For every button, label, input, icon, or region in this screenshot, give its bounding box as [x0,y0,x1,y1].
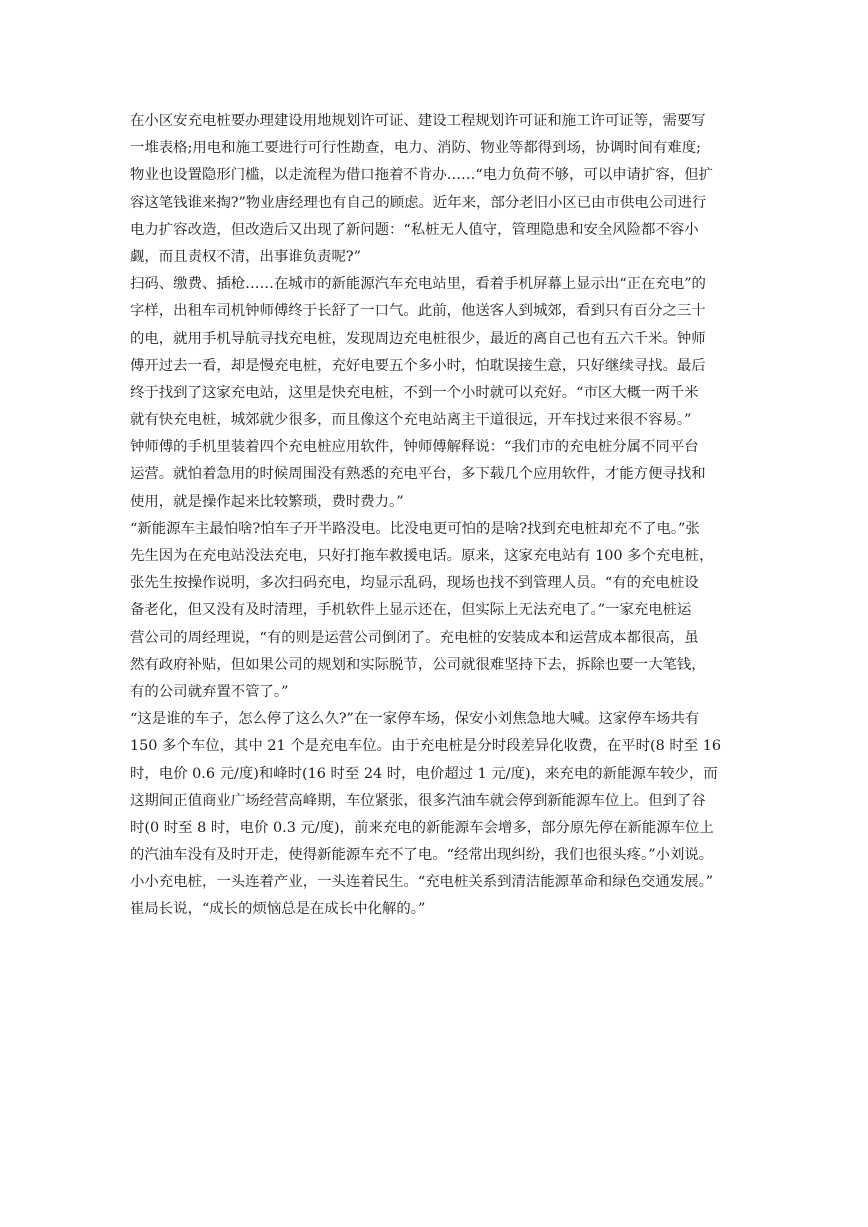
text-line: 容这笔钱谁来掏?”物业唐经理也有自己的顾虑。近年来，部分老旧小区已由市供电公司进行 [130,194,707,211]
text-line: 备老化，但又没有及时清理，手机软件上显示还在，但实际上无法充电了。”一家充电桩运 [130,602,692,619]
text-line: 电力扩容改造，但改造后又出现了新问题：“私桩无人值守，管理隐患和安全风险都不容小 [130,221,699,238]
text-line: 钟师傅的手机里装着四个充电桩应用软件，钟师傅解释说：“我们市的充电桩分属不同平台 [130,439,699,456]
text-line: 就有快充电桩，城郊就少很多，而且像这个充电站离主干道很远，开车找过来很不容易。” [130,412,692,429]
text-line: 字样，出租车司机钟师傅终于长舒了一口气。此前，他送客人到城郊，看到只有百分之三十 [130,303,706,320]
article-body [130,108,790,924]
text-line: 傅开过去一看，却是慢充电桩，充好电要五个多小时，怕耽误接生意，只好继续寻找。最后 [130,357,706,374]
text-line: 终于找到了这家充电站，这里是快充电桩，不到一个小时就可以充好。“市区大概一两千米 [130,384,699,401]
text-line: 时(0 时至 8 时，电价 0.3 元/度)，前来充电的新能源车会增多，部分原先停在新能源车位上 [130,819,714,836]
text-line: 然有政府补贴，但如果公司的规划和实际脱节，公司就很难坚持下去，拆除也要一大笔钱， [130,656,706,673]
text-line: 运营。就怕着急用的时候周围没有熟悉的充电平台，多下载几个应用软件，才能方便寻找和 [130,466,706,483]
text-line: 在小区安充电桩要办理建设用地规划许可证、建设工程规划许可证和施工许可证等，需要写 [130,113,706,129]
text-line: 张先生按操作说明，多次扫码充电，均显示乱码，现场也找不到管理人员。“有的充电桩设 [130,575,699,592]
text-line: 的电，就用手机导航寻找充电桩，发现周边充电桩很少，最近的离自己也有五六千米。钟师 [130,330,706,347]
text-line: 小小充电桩，一头连着产业，一头连着民生。“充电桩关系到清洁能源革命和绿色交通发展。” [130,874,714,891]
text-line: 的汽油车没有及时开走，使得新能源车充不了电。“经常出现纠纷，我们也很头疼。”小刘说。 [130,847,714,864]
text-line: 崔局长说，“成长的烦恼总是在成长中化解的。” [130,901,426,918]
text-line: 扫码、缴费、插枪……在城市的新能源汽车充电站里，看着手机屏幕上显示出“正在充电”的 [130,276,706,293]
text-line: 先生因为在充电站没法充电，只好打拖车救援电话。原来，这家充电站有 100 多个充电桩， [130,548,714,564]
text-line: 觑，而且责权不清，出事谁负责呢?” [130,248,361,265]
text-line: 有的公司就弃置不管了。” [130,683,289,700]
text-line: 使用，就是操作起来比较繁琐，费时费力。” [130,493,404,510]
text-line: 营公司的周经理说，“有的则是运营公司倒闭了。充电桩的安装成本和运营成本都很高，虽 [130,629,699,646]
text-line: 这期间正值商业广场经营高峰期，车位紧张，很多汽油车就会停到新能源车位上。但到了谷 [130,792,706,809]
text-line: 一堆表格;用电和施工要进行可行性勘查，电力、消防、物业等都得到场，协调时间有难度; [130,140,701,157]
text-line: 时，电价 0.6 元/度)和峰时(16 时至 24 时，电价超过 1 元/度)，来充电的新能源车较少，而 [130,765,718,782]
text-line: 物业也设置隐形门槛，以走流程为借口拖着不肯办……“电力负荷不够，可以申请扩容，但扩 [130,167,713,184]
text-line: “新能源车主最怕啥?怕车子开半路没电。比没电更可怕的是啥?找到充电桩却充不了电。”张 [130,520,700,537]
text-line: 150 多个车位，其中 21 个是充电车位。由于充电桩是分时段差异化收费，在平时(8 时至 16 [130,738,722,755]
text-line: “这是谁的车子，怎么停了这么久?”在一家停车场，保安小刘焦急地大喊。这家停车场共有 [130,711,700,728]
